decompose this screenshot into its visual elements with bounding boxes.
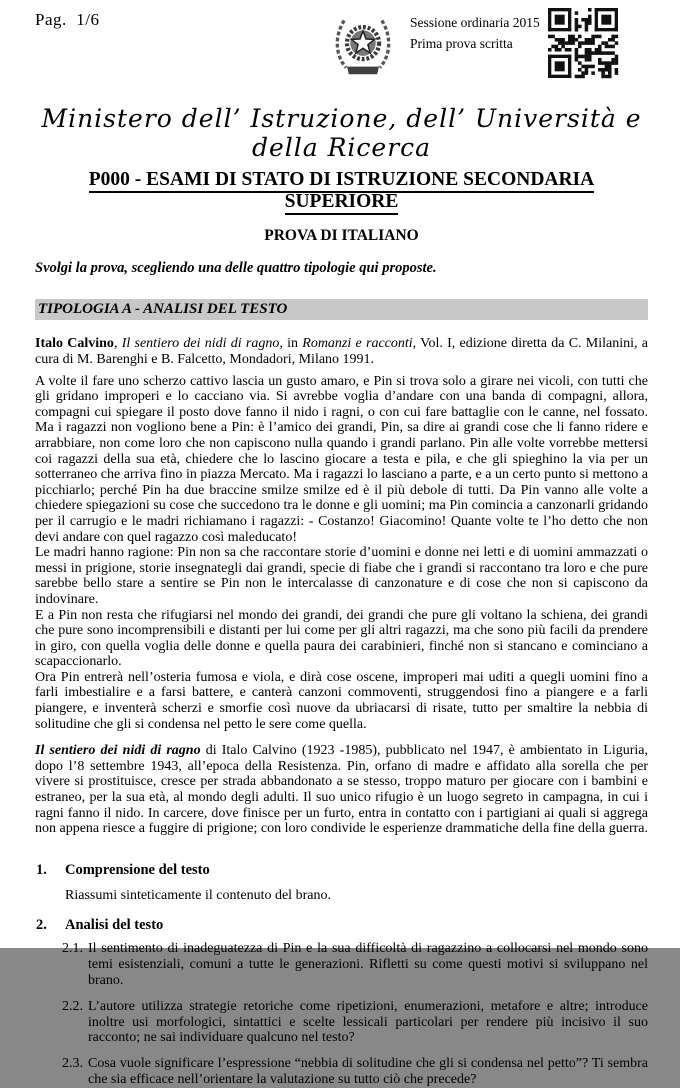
question-1-item: Riassumi sinteticamente il contenuto del brano. bbox=[65, 887, 331, 903]
question-text: Cosa vuole significare l’espressione “nebbia di solitudine che gli si condensa nel petto”? Ti sembra che sia efficace nell’orientare la valutazione su tutto ciò che precede? bbox=[88, 1056, 648, 1087]
section-header-bar: TIPOLOGIA A - ANALISI DEL TESTO bbox=[35, 299, 648, 320]
passage bbox=[35, 374, 648, 733]
passage-paragraph: E a Pin non resta che rifugiarsi nel mondo dei grandi, dei grandi che pure gli voltano la schiena, dei grandi che pure sono incomprensibili e distanti per lui come per gli altri ragazzi, ma che sono più facili da prendere in giro, con quella voglia delle donne e quella paura dei carabinieri, finché non si stancano e cominciano a scapaccionarlo. bbox=[35, 607, 648, 670]
question-number: 2.2. bbox=[62, 998, 83, 1014]
session-line: Sessione ordinaria 2015 bbox=[410, 15, 540, 30]
subject-title: PROVA DI ITALIANO bbox=[264, 227, 419, 244]
source-citation: Italo Calvino, Il sentiero dei nidi di ragno, in Romanzi e racconti, Vol. I, edizione diretta da C. Milanini, a cura di M. Barenghi e B. Falcetto, Mondadori, Milano 1991. bbox=[35, 336, 648, 367]
question-1-header bbox=[35, 862, 648, 879]
question-2-header bbox=[35, 917, 648, 934]
page-number: Pag. 1/6 bbox=[35, 10, 100, 29]
question-number: 2. bbox=[36, 917, 47, 934]
page-header bbox=[35, 8, 648, 90]
passage-paragraph: Le madri hanno ragione: Pin non sa che raccontare storie d’uomini e donne nei letti e di uomini ammazzati o messi in prigione, storie insegnategli dai grandi, specie di fiabe che i grandi si raccontano tra loro e che pure sarebbe bello stare a sentire se Pin non le intercalasse di canzonature e di cose che non si capiscono da indovinare. bbox=[35, 545, 648, 607]
question-number: 2.3. bbox=[62, 1056, 83, 1072]
question-number: 1. bbox=[36, 861, 47, 878]
question-text: Il sentimento di inadeguatezza di Pin e la sua difficoltà di ragazzino a collocarsi nel mondo sono temi esistenziali, comuni a tutte le generazioni. Rifletti su come questi motivi si sviluppano nel brano. bbox=[88, 941, 648, 988]
question-2-3 bbox=[62, 1056, 648, 1088]
instruction-text: Svolgi la prova, scegliendo una delle quattro tipologie qui proposte. bbox=[35, 260, 437, 276]
passage-paragraph: Ora Pin entrerà nell’osteria fumosa e viola, e dirà cose oscene, improperi mai uditi a quegli uomini fino a farli imbestialire e a farsi battere, e canterà canzoni commoventi, struggendosi fino a piangere e a farli piangere, e inventerà scherzi e smorfie così nuove da ubriacarsi di risate, tutto per smaltire la nebbia di solitudine che gli si condensa nel petto le sere come quella. bbox=[35, 669, 648, 732]
question-text: L’autore utilizza strategie retoriche come ripetizioni, enumerazioni, metafore e altre; introduce inoltre usi morfologici, sintattici e scelte lessicali particolari per rendere più incisivo il suo racconto; ne sai individuare qualcuno nel testo? bbox=[88, 998, 648, 1046]
work-note: Il sentiero dei nidi di ragno di Italo Calvino (1923 -1985), pubblicato nel 1947, è ambientato in Liguria, dopo l’8 settembre 1943, all’epoca della Resistenza. Pin, orfano di madre e affidato alla sorella che per vivere si prostituisce, cresce per strada abbandonato a se stesso, troppo maturo per giocare con i bambini e estraneo, per la sua età, al mondo degli adulti. Il suo unico rifugio è un luogo segreto in campagna, in cui i ragni fanno il nido. In carcere, dove finisce per un furto, entra in contatto con i partigiani ai quali si aggrega non appena riesce a fuggire di prigione; con loro condivide le esperienze drammatiche della fine della guerra. bbox=[35, 743, 649, 837]
question-title: Analisi del testo bbox=[65, 917, 164, 934]
question-2-1 bbox=[62, 941, 648, 988]
italy-emblem-icon bbox=[330, 10, 396, 80]
qr-code-icon bbox=[548, 8, 618, 78]
question-2-2 bbox=[62, 999, 648, 1046]
question-number: 2.1. bbox=[62, 941, 83, 957]
session-info bbox=[410, 12, 540, 54]
exam-title bbox=[35, 169, 648, 213]
ministry-title: Ministero dell’ Istruzione, dell’ Università e della Ricerca bbox=[41, 104, 642, 162]
session-line: Prima prova scritta bbox=[410, 36, 513, 51]
exam-title-text: P000 - ESAMI DI STATO DI ISTRUZIONE SECONDARIA SUPERIORE bbox=[89, 169, 594, 215]
passage-paragraph: A volte il fare uno scherzo cattivo lascia un gusto amaro, e Pin si trova solo a girare nei vicoli, con tutti che gli gridano improperi e lo cacciano via. Si avrebbe voglia d’andare con una banda di compagni, allora, compagni cui spiegare il posto dove fanno il nido i ragni, o con cui fare battaglie con le canne, nel fossato. Ma i ragazzi non vogliono bene a Pin: è l’amico dei grandi, Pin, sa dire ai grandi cose che li fanno ridere e arrabbiare, non come loro che non capiscono nulla quando i grandi parlano. Pin alle volte vorrebbe mettersi coi ragazzi della sua età, chiedere che lo lascino giocare a testa e pila, e che gli spieghino la via per un sotterraneo che arriva fino in piazza Mercato. Ma i ragazzi lo lasciano a parte, e a un certo punto si mettono a picchiarlo; perché Pin ha due braccine smilze smilze ed è il più debole di tutti. Da Pin vanno alle volte a chiedere spiegazioni su cose che succedono tra le donne e gli uomini; ma Pin comincia a canzonarli gridando per il carrugio e le madri richiamano i ragazzi: - Costanzo! Giacomino! Quante volte te l’ho detto che non devi andare con quel ragazzo così maleducato! bbox=[35, 373, 648, 545]
question-title: Comprensione del testo bbox=[65, 861, 210, 878]
